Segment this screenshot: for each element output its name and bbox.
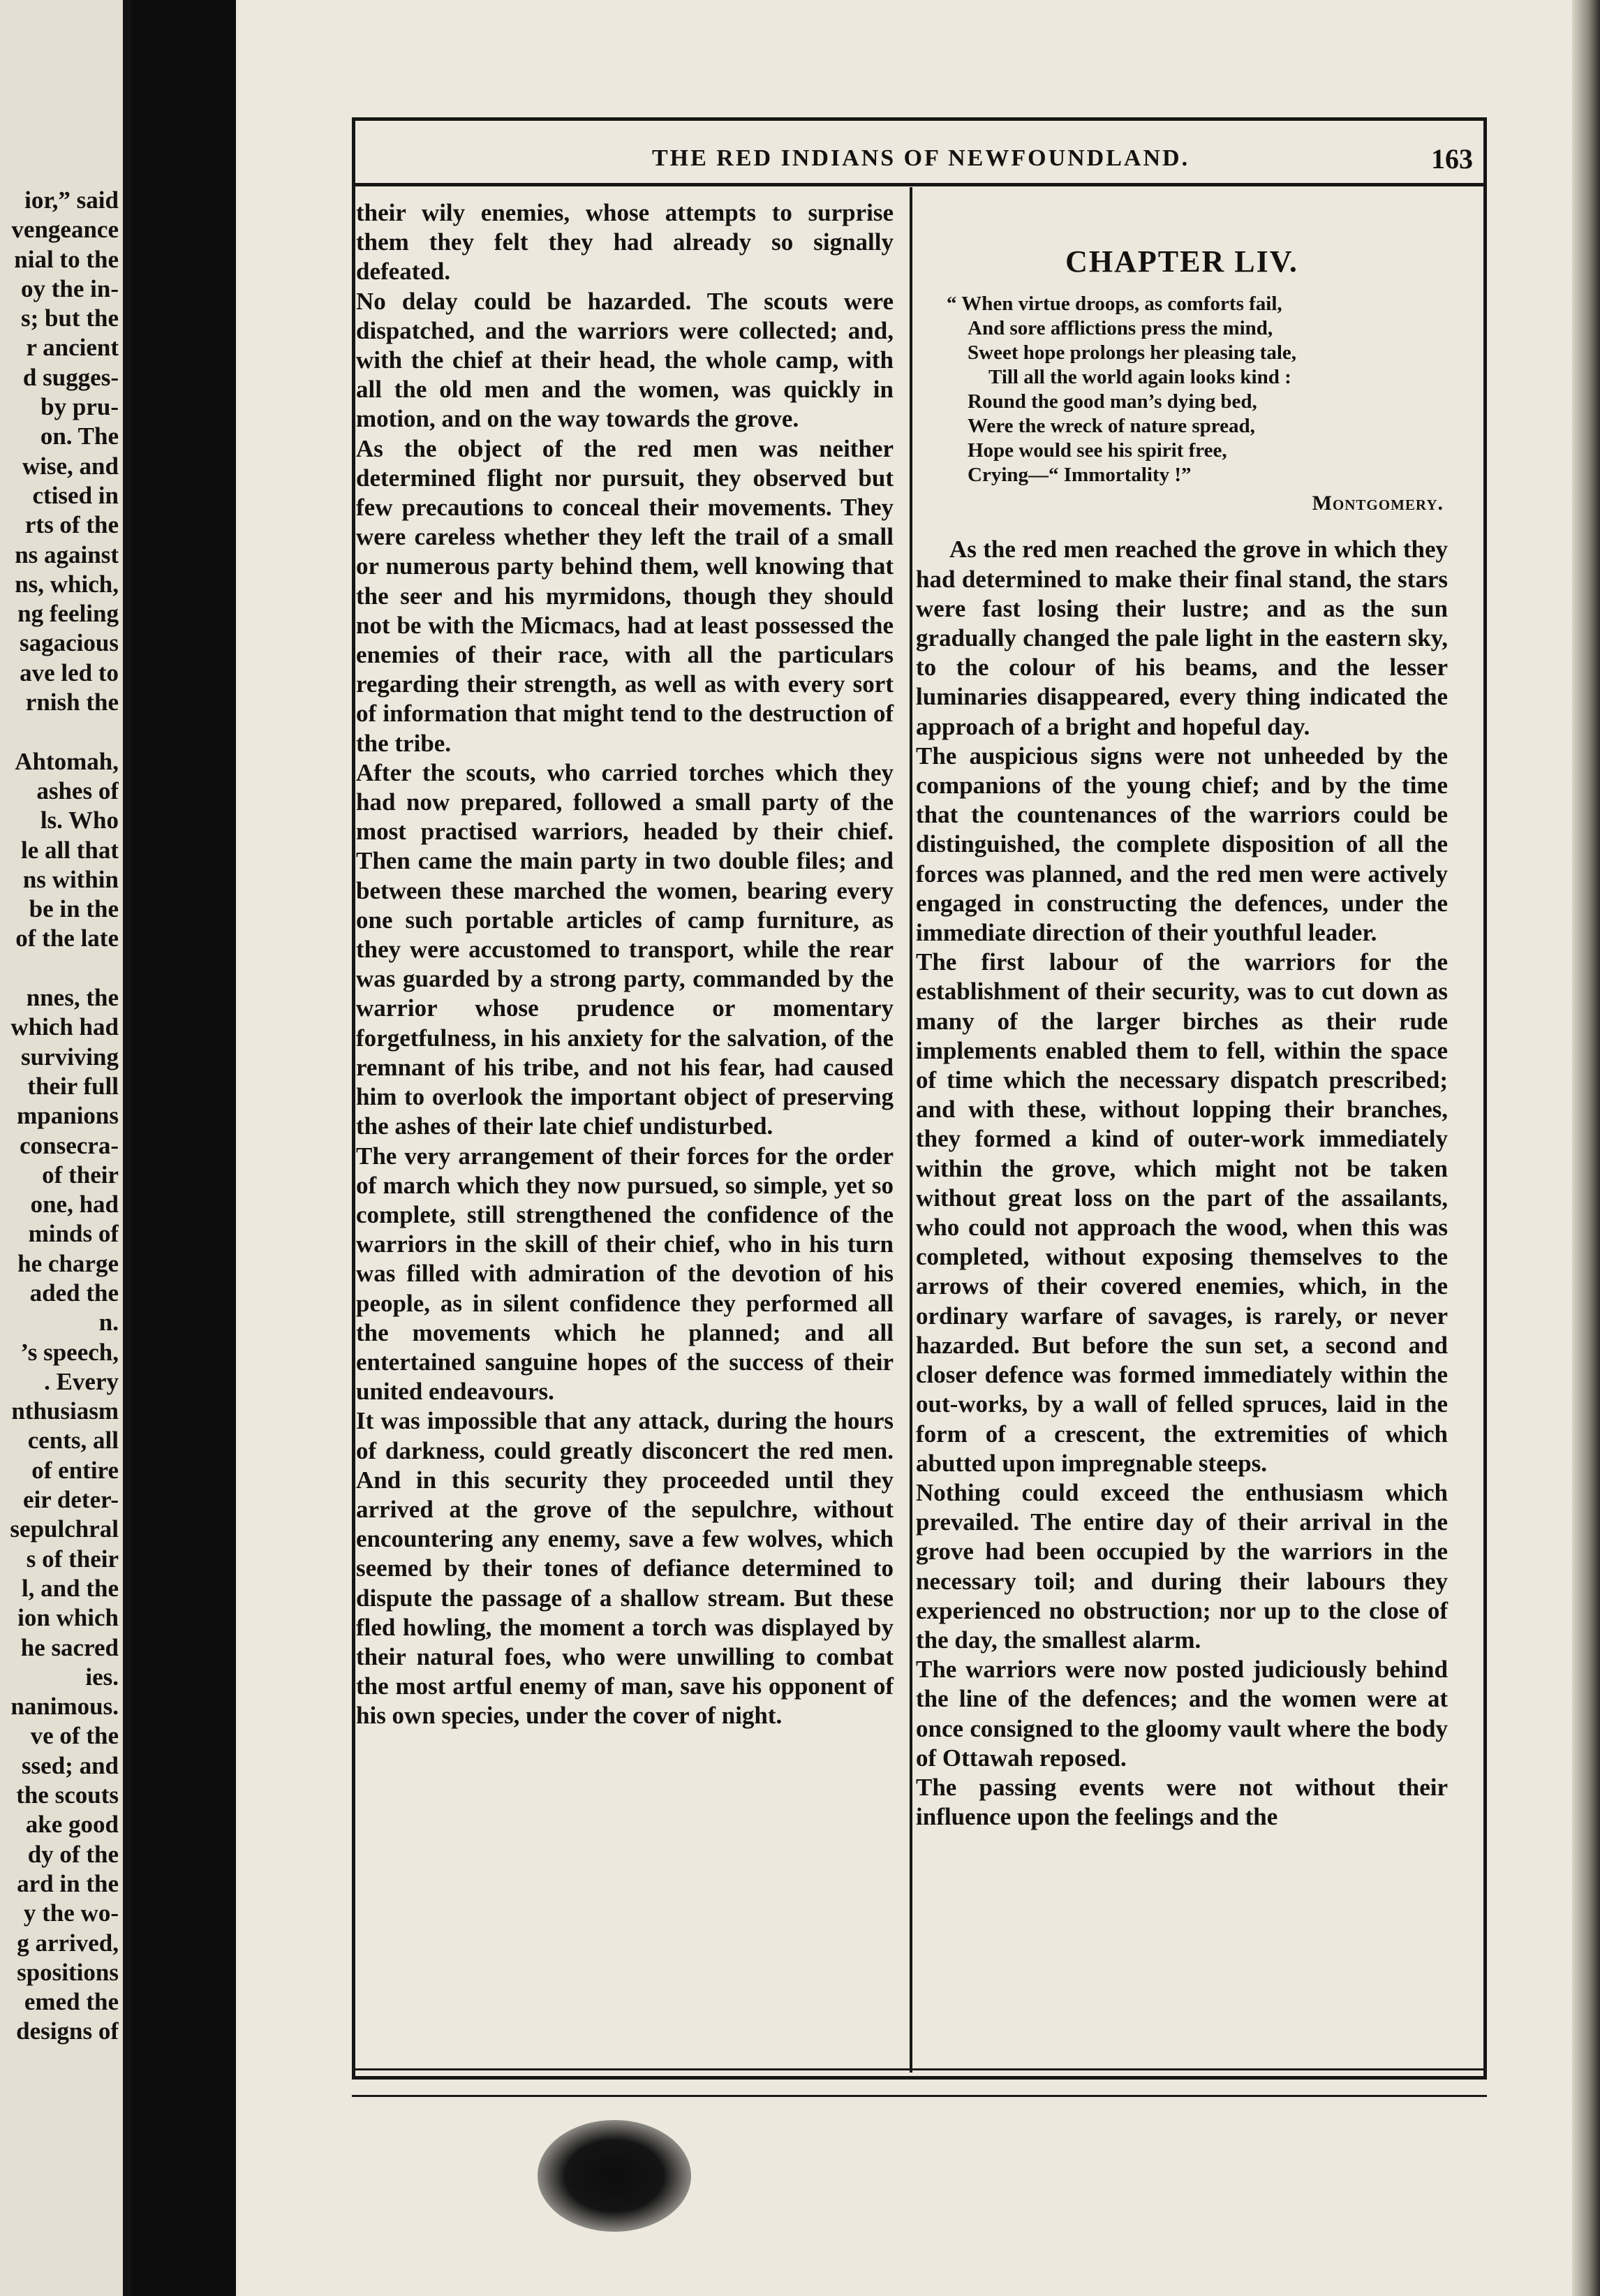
right-column bbox=[916, 198, 1448, 1832]
page-edge-shadow bbox=[1572, 0, 1600, 2296]
previous-page-line: ior,” said bbox=[24, 186, 119, 214]
running-title: THE RED INDIANS OF NEWFOUNDLAND. bbox=[652, 145, 1190, 171]
previous-page-line: vengeance bbox=[11, 216, 119, 244]
previous-page-line: mpanions bbox=[17, 1102, 119, 1130]
previous-page-line: rnish the bbox=[25, 689, 119, 716]
previous-page-line: ctised in bbox=[32, 481, 119, 509]
page-number: 163 bbox=[1431, 143, 1473, 175]
previous-page-line: their full bbox=[27, 1072, 119, 1100]
previous-page-line: ns within bbox=[22, 865, 119, 893]
previous-page-line: ns against bbox=[15, 540, 119, 568]
epigraph-author: Montgomery. bbox=[1312, 492, 1444, 515]
previous-page-line: minds of bbox=[28, 1220, 119, 1248]
epigraph-line: Crying—“ Immortality !” bbox=[968, 464, 1192, 487]
previous-page-line bbox=[0, 954, 119, 983]
epigraph-line: Hope would see his spirit free, bbox=[968, 439, 1227, 462]
previous-page-line: . Every bbox=[44, 1367, 119, 1395]
previous-page-line: sepulchral bbox=[10, 1515, 119, 1543]
previous-page-line: ake good bbox=[25, 1811, 119, 1839]
paragraph: Nothing could exceed the enthusiasm which prevailed. The entire day of their arrival in the grove had been occupied by the warriors in the necessary toil; and during their labours they experienced no obstruction; nor up to the close of the day, the smallest alarm. bbox=[916, 1478, 1448, 1654]
previous-page-line: ’s speech, bbox=[20, 1338, 119, 1366]
paragraph: It was impossible that any attack, during the hours of darkness, could greatly disconcert the red men. And in this security they proceeded until they arrived at the grove of the sepulchre, without encountering any enemy, save a few wolves, which seemed by their tones of defiance determined to dispute the passage of a shallow stream. But these fled howling, the moment a torch was displayed by their natural foes, who were unwilling to combat the most artful enemy of man, save his opponent of his own species, under the cover of night. bbox=[356, 1407, 894, 1730]
previous-page-line: wise, and bbox=[22, 452, 119, 480]
previous-page-line: of the late bbox=[15, 925, 119, 952]
previous-page-line: nial to the bbox=[14, 245, 119, 273]
previous-page-line: ssed; and bbox=[21, 1751, 119, 1779]
epigraph-line: And sore afflictions press the mind, bbox=[968, 317, 1273, 340]
previous-page-line: nanimous. bbox=[10, 1693, 119, 1721]
previous-page-line: spositions bbox=[17, 1958, 119, 1986]
previous-page-line: dy of the bbox=[27, 1840, 119, 1868]
paragraph: their wily enemies, whose attempts to surprise them they felt they had already so signally defeated. bbox=[356, 199, 894, 286]
previous-page-line: he sacred bbox=[20, 1633, 119, 1661]
header-rule bbox=[352, 183, 1487, 186]
epigraph-line: Were the wreck of nature spread, bbox=[968, 415, 1255, 438]
previous-page-line: Ahtomah, bbox=[15, 747, 119, 775]
chapter-heading: CHAPTER LIV. bbox=[1065, 244, 1298, 279]
previous-page-line: s of their bbox=[26, 1545, 119, 1573]
previous-page-line: which had bbox=[10, 1013, 119, 1041]
footer-rule-lower bbox=[352, 2095, 1487, 2097]
column-divider bbox=[910, 187, 912, 2073]
previous-page-line: nnes, the bbox=[26, 984, 119, 1012]
previous-page-line: on. The bbox=[40, 422, 119, 450]
paragraph: As the object of the red men was neither determined flight nor pursuit, they observed but few precautions to conceal their movements. They were careless whether they left the trail of a small or numerous party behind them, well knowing that the seer and his myrmidons, though they should not be with the Micmacs, had at least possessed the enemies of their race, with all the particulars regarding their strength, as well as with every sort of information that might tend to the destruction of the tribe. bbox=[356, 434, 894, 757]
previous-page-line: rts of the bbox=[24, 511, 119, 539]
gutter-rule bbox=[123, 0, 131, 2296]
previous-page-line: he charge bbox=[17, 1249, 119, 1277]
paragraph: The very arrangement of their forces for the order of march which they now pursued, so simple, yet so complete, still strengthened the confidence of the warriors in the skill of their chief, who in his turn was filled with admiration of the devotion of his people, as in silent confidence they performed all the movements which he planned; and all entertained sanguine hopes of the success of their united endeavours. bbox=[356, 1142, 894, 1406]
previous-page-line: aded the bbox=[29, 1279, 119, 1307]
scan-gutter bbox=[131, 0, 236, 2296]
previous-page-line: ve of the bbox=[30, 1722, 119, 1750]
previous-page-line: one, had bbox=[30, 1191, 119, 1219]
previous-page-line: ls. Who bbox=[40, 807, 119, 834]
previous-page-line: n. bbox=[98, 1309, 119, 1337]
epigraph-line: Sweet hope prolongs her pleasing tale, bbox=[968, 341, 1297, 365]
previous-page-line: le all that bbox=[21, 836, 119, 864]
previous-page-line: g arrived, bbox=[17, 1929, 119, 1957]
previous-page-line: ies. bbox=[85, 1663, 119, 1691]
previous-page-line: sagacious bbox=[20, 629, 119, 657]
previous-page-line: of their bbox=[42, 1161, 119, 1189]
left-column bbox=[356, 198, 894, 1731]
paragraph: As the red men reached the grove in which they had determined to make their final stand, the stars were fast losing their lustre; and as the sun gradually changed the pale light in the eastern sky, to the colour of his beams, and the lesser luminaries disappeared, every thing indicated the approach of a bright and hopeful day. bbox=[916, 536, 1448, 740]
paragraph: After the scouts, who carried torches which they had now prepared, followed a small party of the most practised warriors, headed by their chief. Then came the main party in two double files; and between these marched the women, bearing every one such portable articles of camp furniture, as they were accustomed to transport, while the rear was guarded by a strong party, commanded by the warrior whose prudence or momentary forgetfulness, in his anxiety for the salvation, of the remnant of his tribe, and not his fear, had caused him to overlook the important object of preserving the ashes of their late chief undisturbed. bbox=[356, 758, 894, 1140]
previous-page-line: ng feeling bbox=[17, 600, 119, 628]
previous-page-line: oy the in- bbox=[21, 274, 119, 302]
previous-page-line: d sugges- bbox=[22, 363, 119, 391]
previous-page-text bbox=[0, 186, 119, 2047]
previous-page-line: the scouts bbox=[16, 1781, 119, 1809]
previous-page-line: be in the bbox=[29, 895, 119, 923]
paragraph: The first labour of the warriors for the establishment of their security, was to cut down as many of the larger birches as their rude implements enabled them to fell, within the space of time which the necessary dispatch prescribed; and with these, without lopping their branches, they formed a kind of outer-work immediately within the grove, which might not be taken without great loss on the part of the assailants, who could not approach the wood, when this was completed, without exposing themselves to the arrows of their covered enemies, which, in the ordinary warfare of savages, is rarely, or never hazarded. But before the sun set, a second and closer defence was formed immediately within the out-works, by a wall of felled spruces, laid in the form of a crescent, the extremities of which abutted upon impregnable steeps. bbox=[916, 948, 1448, 1477]
previous-page-line: of entire bbox=[31, 1456, 119, 1484]
previous-page-line: designs of bbox=[16, 2017, 119, 2045]
previous-page-line: consecra- bbox=[20, 1131, 119, 1159]
previous-page-line: eir deter- bbox=[23, 1486, 119, 1514]
paragraph: The warriors were now posted judiciously behind the line of the defences; and the women were at once consigned to the gloomy vault where the body of Ottawah reposed. bbox=[916, 1656, 1448, 1772]
previous-page-line: s; but the bbox=[20, 304, 119, 332]
paragraph: The passing events were not without their influence upon the feelings and the bbox=[916, 1773, 1448, 1831]
epigraph-line: Till all the world again looks kind : bbox=[988, 366, 1291, 389]
previous-page-line: y the wo- bbox=[23, 1899, 119, 1927]
footer-rule bbox=[352, 2068, 1487, 2070]
previous-page-line: cents, all bbox=[27, 1427, 119, 1455]
previous-page-line: ns, which, bbox=[15, 570, 119, 598]
epigraph bbox=[947, 292, 1448, 487]
previous-page-fragment bbox=[0, 0, 123, 2296]
previous-page-line: r ancient bbox=[26, 334, 119, 362]
ink-blot bbox=[538, 2120, 691, 2232]
paragraph: The auspicious signs were not unheeded by the companions of the young chief; and by the time that the countenances of the warriors could be distinguished, the complete disposition of all the forces was planned, and the red men were actively engaged in constructing the defences, under the immediate direction of their youthful leader. bbox=[916, 742, 1448, 947]
previous-page-line: l, and the bbox=[21, 1574, 119, 1602]
previous-page-line: ave led to bbox=[20, 658, 119, 686]
previous-page-line: ion which bbox=[17, 1604, 119, 1632]
previous-page-line: ashes of bbox=[36, 777, 119, 804]
previous-page-line: emed the bbox=[24, 1988, 119, 2016]
paragraph: No delay could be hazarded. The scouts were dispatched, and the warriors were collected; and, with the chief at their head, the whole camp, with all the old men and the women, was quickly in motion, and on the way towards the grove. bbox=[356, 287, 894, 433]
previous-page-line: surviving bbox=[20, 1043, 119, 1070]
running-header bbox=[352, 145, 1487, 187]
epigraph-line: Round the good man’s dying bed, bbox=[968, 390, 1257, 413]
previous-page-line: nthusiasm bbox=[11, 1397, 119, 1425]
epigraph-line: “ When virtue droops, as comforts fail, bbox=[947, 293, 1282, 316]
previous-page-line: by pru- bbox=[40, 393, 119, 421]
previous-page-line: ard in the bbox=[17, 1869, 119, 1897]
previous-page-line bbox=[0, 717, 119, 746]
